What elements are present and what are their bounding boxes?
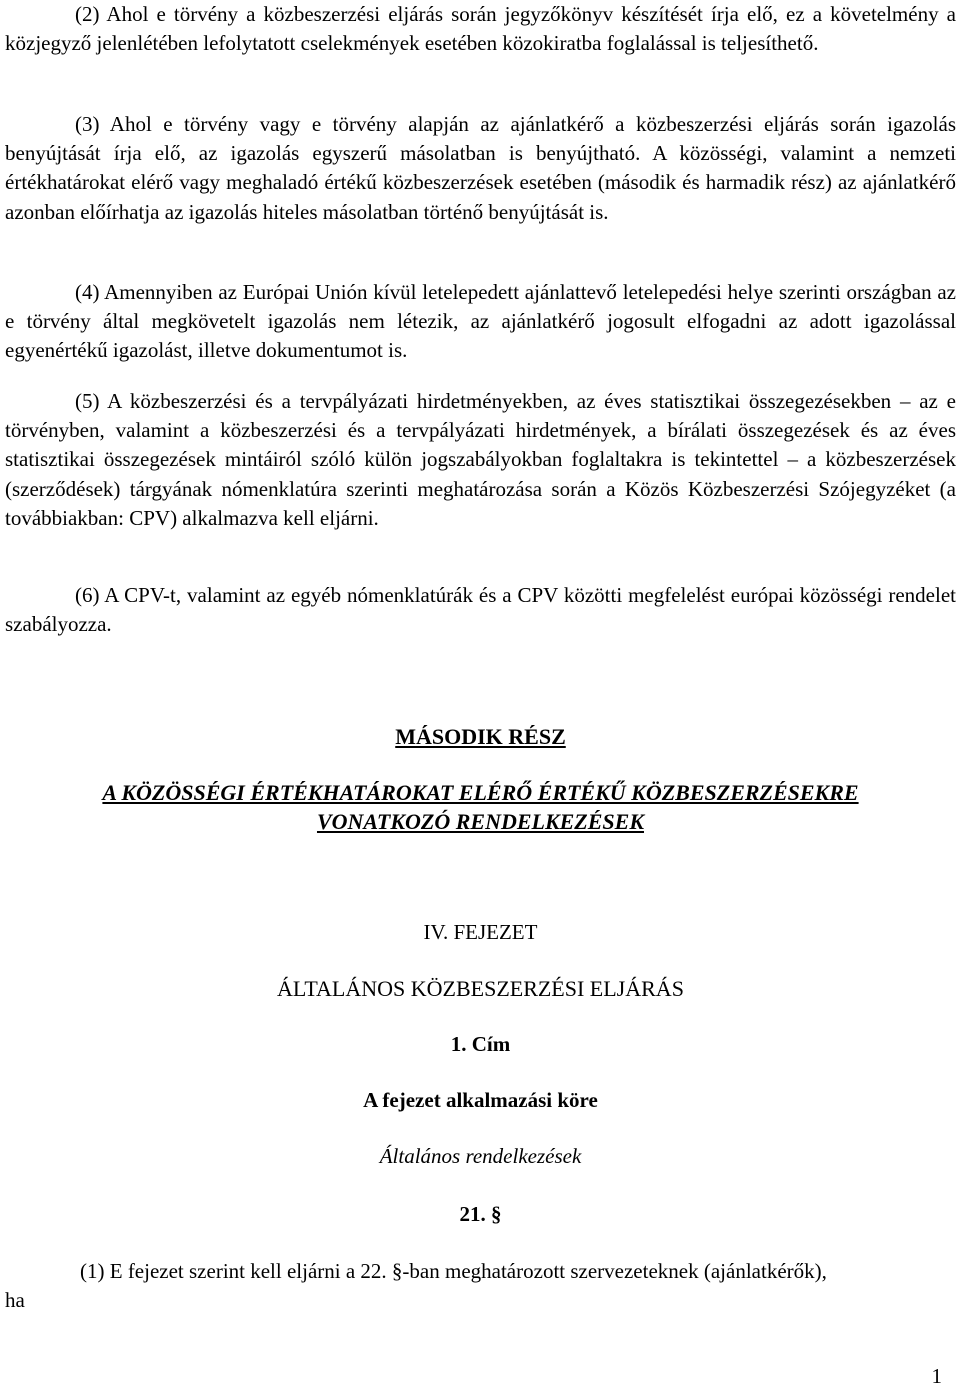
- title-number: 1. Cím: [450, 1032, 511, 1056]
- paragraph-5: [5, 387, 956, 533]
- subtitle: Általános rendelkezések: [379, 1144, 582, 1168]
- section-number: 21. §: [459, 1202, 502, 1226]
- paragraph-4: [5, 278, 956, 366]
- chapter-title: ÁLTALÁNOS KÖZBESZERZÉSI ELJÁRÁS: [277, 976, 684, 1001]
- paragraph-4-text: (4) Amennyiben az Európai Unión kívül letelepedett ajánlattevő letelepedési helye szerinti országban az e törvény által megkövetelt igazolás nem létezik, az ajánlatkérő jogosult elfogadni az adott igazolással egyenértékű igazolást, illetve dokumentumot is.: [5, 280, 956, 363]
- paragraph-6-text: (6) A CPV-t, valamint az egyéb nómenklatúrák és a CPV közötti megfelelést európai közösségi rendelet szabályozza.: [5, 583, 956, 637]
- title-name: A fejezet alkalmazási köre: [363, 1088, 598, 1112]
- paragraph-3: [5, 110, 956, 227]
- paragraph-2: [5, 0, 956, 58]
- part-title-line-2: VONATKOZÓ RENDELKEZÉSEK: [316, 809, 644, 834]
- paragraph-2-text: (2) Ahol e törvény a közbeszerzési eljárás során jegyzőkönyv készítését írja elő, ez a követelmény a közjegyző jelenlétében lefolytatott cselekmények esetében közokiratba foglalással is teljesíthető.: [5, 2, 956, 56]
- paragraph-5-text: (5) A közbeszerzési és a tervpályázati hirdetményekben, az éves statisztikai összegezésekben – az e törvényben, valamint a közbeszerzési és a tervpályázati hirdetmények, a bírálati összegezések és az éves statisztikai összegezések mintáiról szóló külön jogszabályokban foglaltakra is tekintettel – a közbeszerzések (szerződések) tárgyának nómenklatúra szerinti meghatározása során a Közös Közbeszerzési Szójegyzéket (a továbbiakban: CPV) alkalmazva kell eljárni.: [5, 389, 956, 530]
- section-21-line-2: ha: [5, 1288, 25, 1312]
- chapter-heading: IV. FEJEZET: [423, 920, 538, 944]
- part-title-line-1: A KÖZÖSSÉGI ÉRTÉKHATÁROKAT ELÉRŐ ÉRTÉKŰ KÖZBESZERZÉSEKRE: [102, 780, 859, 805]
- section-21-line-1: (1) E fejezet szerint kell eljárni a 22. §-ban meghatározott szervezeteknek (ajánlatkérők),: [80, 1259, 827, 1283]
- paragraph-3-text: (3) Ahol e törvény vagy e törvény alapján az ajánlatkérő a közbeszerzési eljárás során igazolás benyújtását írja elő, az igazolás egyszerű másolatban is benyújtható. A közösségi, valamint a nemzeti értékhatárokat elérő vagy meghaladó értékű közbeszerzések esetében (második és harmadik rész) az ajánlatkérő azonban előírhatja az igazolás hiteles másolatban történő benyújtását is.: [5, 112, 956, 224]
- paragraph-6: [5, 581, 956, 639]
- page-number: 1: [931, 1364, 942, 1388]
- part-heading: MÁSODIK RÉSZ: [395, 724, 566, 749]
